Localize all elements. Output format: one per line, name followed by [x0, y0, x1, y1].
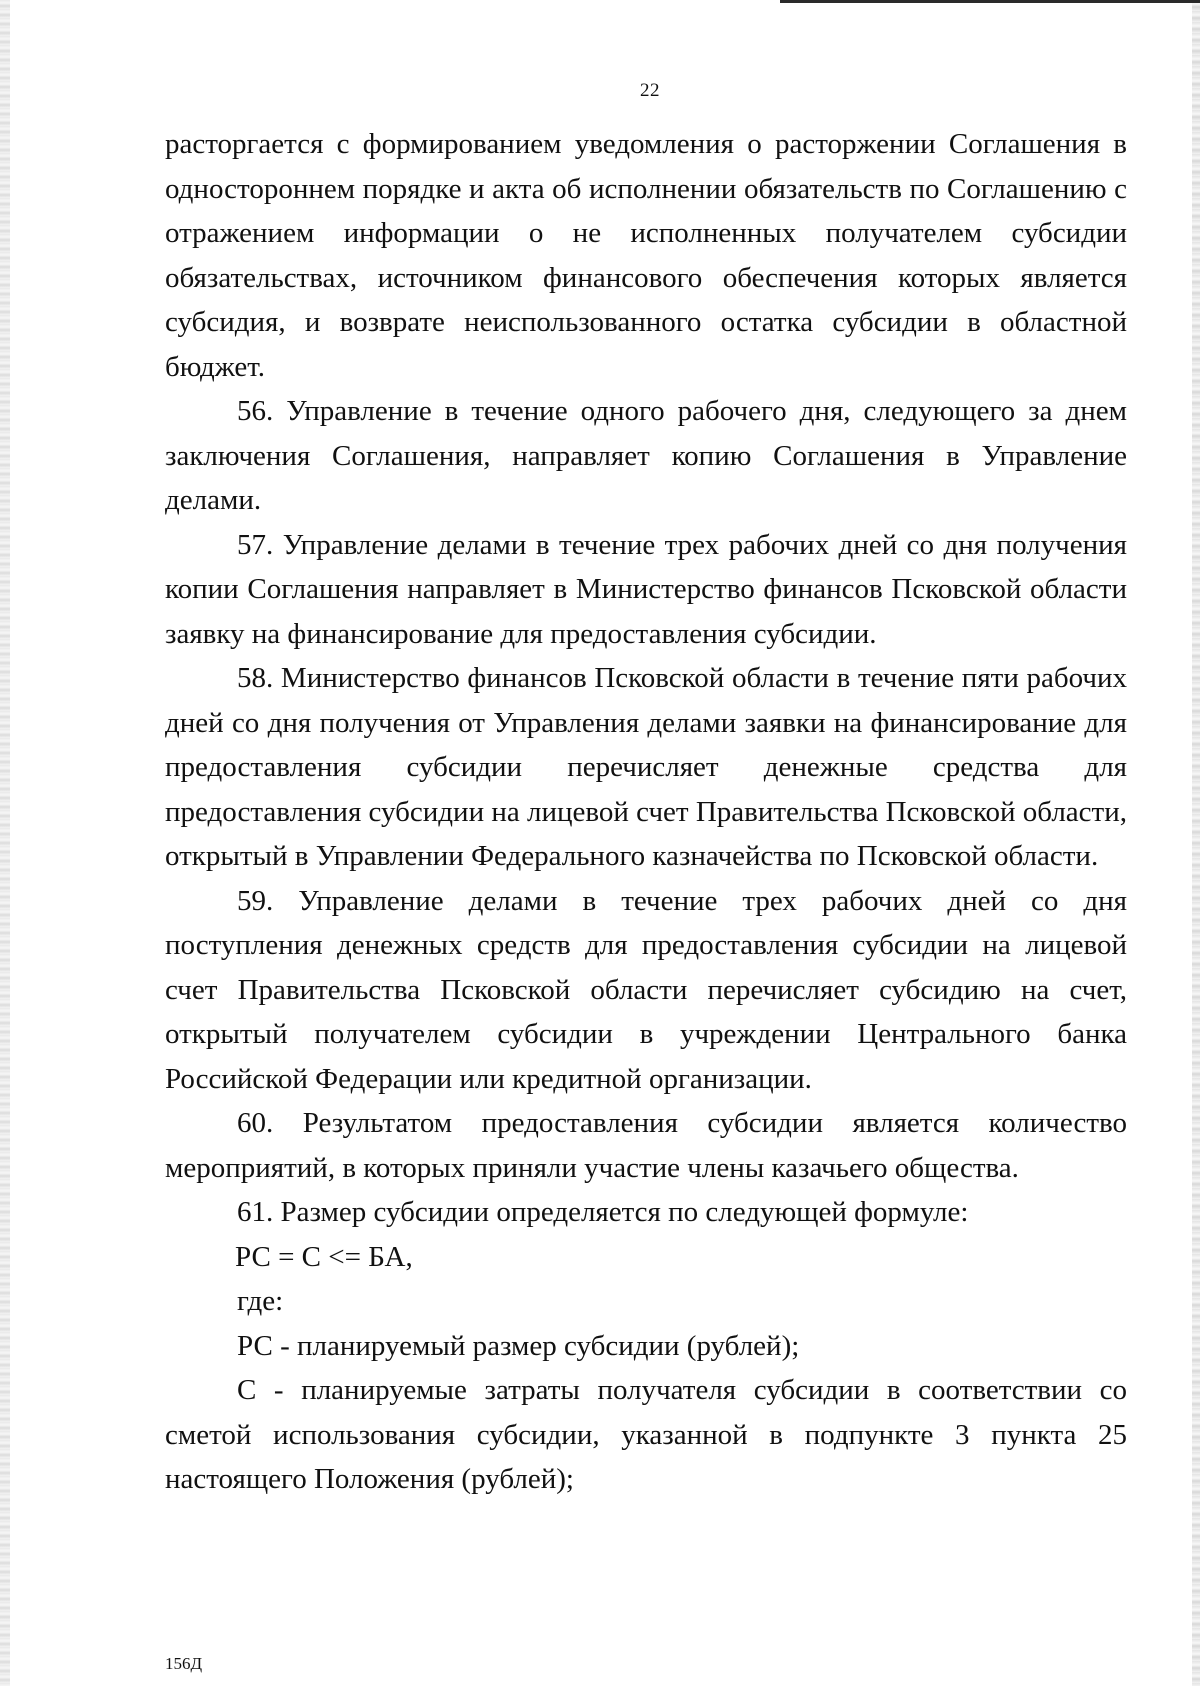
- scan-edge-right: [1192, 0, 1200, 1686]
- paragraph-55-continuation: расторгается с формированием уведомления о расторжении Соглашения в одностороннем порядке и акта об исполнении обязательств по Соглашению с отражением информации о не исполненных получателем субсидии обязательствах, источником финансового обеспечения которых является субсидия, и возврате неиспользованного остатка субсидии в областной бюджет.: [165, 128, 1127, 383]
- definition-c: С - планируемые затраты получателя субсидии в соответствии со сметой использования субсидии, указанной в подпункте 3 пункта 25 настоящего Положения (рублей);: [165, 1374, 1127, 1495]
- where-label: где:: [237, 1285, 284, 1317]
- paragraph-57: 57. Управление делами в течение трех рабочих дней со дня получения копии Соглашения направляет в Министерство финансов Псковской области заявку на финансирование для предоставления субсидии.: [165, 528, 1127, 650]
- footer-code: 156Д: [165, 1654, 203, 1673]
- scan-edge-left: [0, 0, 10, 1686]
- document-body: [165, 122, 1127, 1502]
- paragraph-59: 59. Управление делами в течение трех рабочих дней со дня поступления денежных средств для предоставления субсидии на лицевой счет Правительства Псковской области перечисляет субсидию на счет, открытый получателем субсидии в учреждении Центрального банка Российской Федерации или кредитной организации.: [165, 884, 1127, 1095]
- paragraph-58: 58. Министерство финансов Псковской области в течение пяти рабочих дней со дня получения от Управления делами заявки на финансирование для предоставления субсидии перечисляет денежные средства для предоставления субсидии на лицевой счет Правительства Псковской области, открытый в Управлении Федерального казначейства по Псковской области.: [165, 662, 1127, 872]
- scan-top-line: [780, 0, 1200, 3]
- paragraph-56: 56. Управление в течение одного рабочего дня, следующего за днем заключения Соглашения, направляет копию Соглашения в Управление делами.: [165, 395, 1127, 516]
- paragraph-61: 61. Размер субсидии определяется по следующей формуле:: [237, 1196, 969, 1228]
- page-number: 22: [640, 80, 660, 101]
- formula: РС = С <= БА,: [235, 1240, 413, 1273]
- definition-rs: РС - планируемый размер субсидии (рублей);: [237, 1329, 800, 1362]
- paragraph-60: 60. Результатом предоставления субсидии является количество мероприятий, в которых приняли участие члены казачьего общества.: [165, 1107, 1127, 1184]
